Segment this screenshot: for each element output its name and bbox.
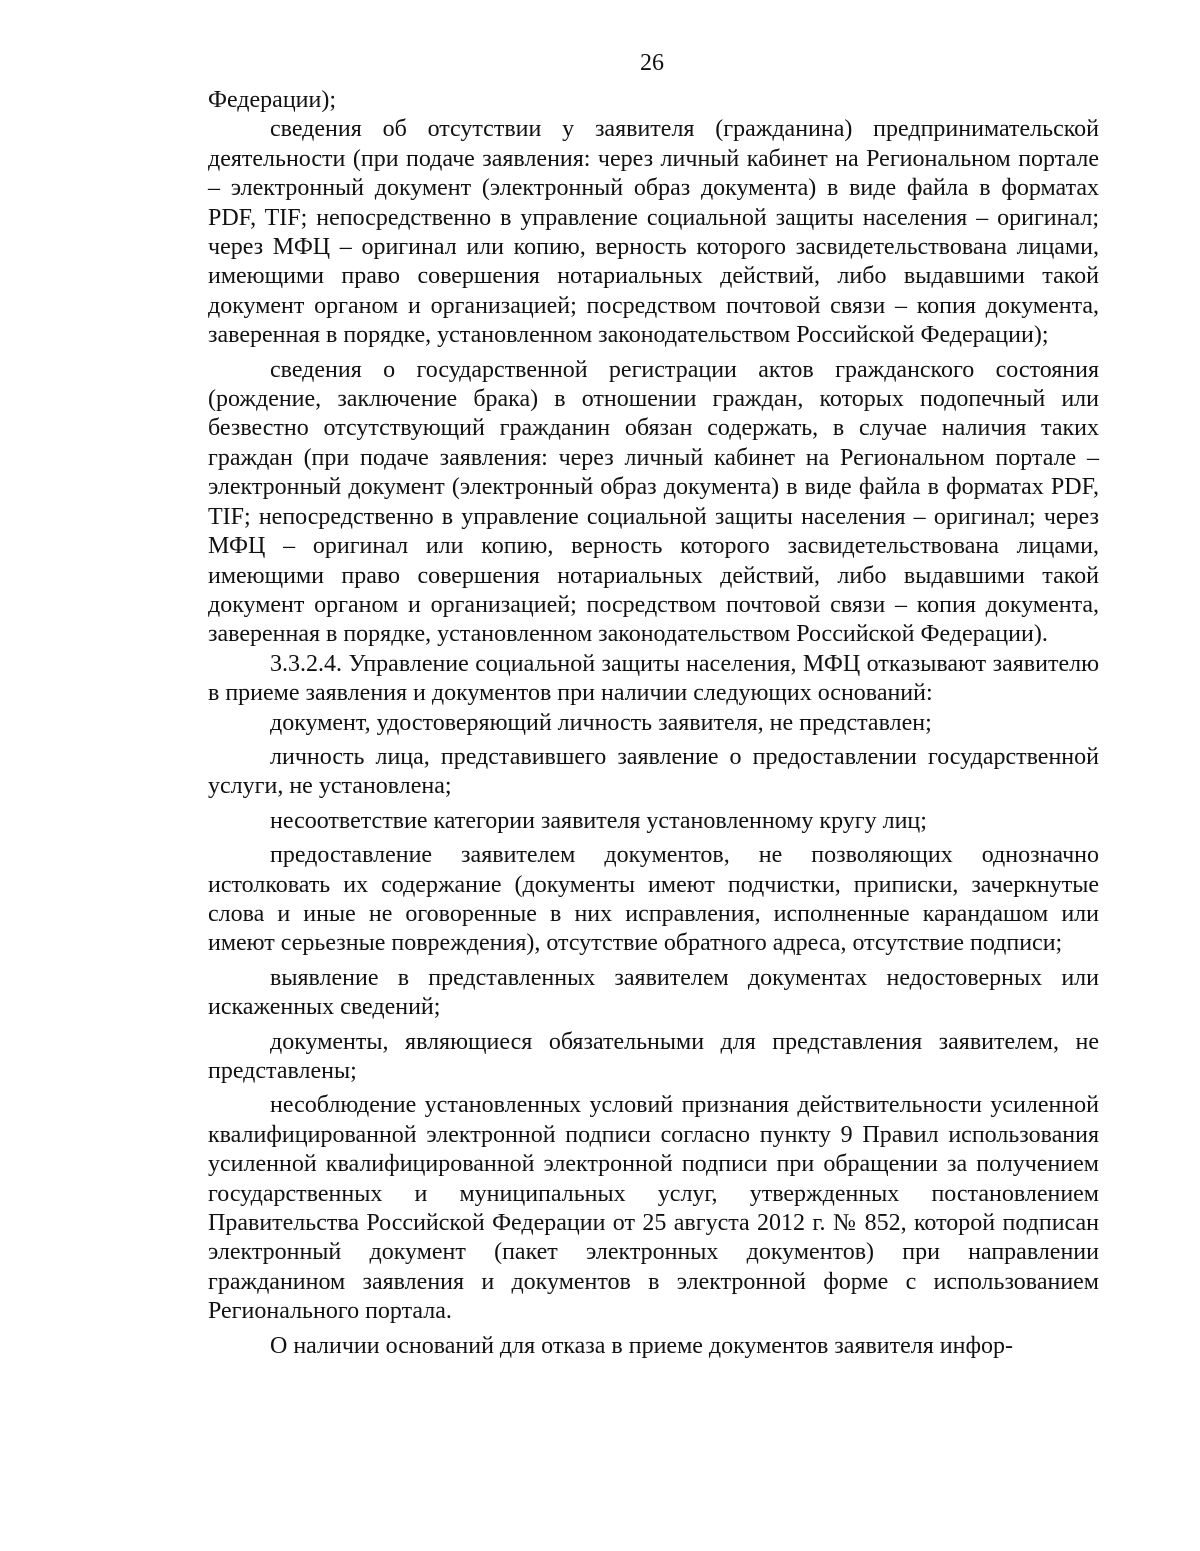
paragraph-false-information: выявление в представленных заявителем документах недостоверных или искаженных сведений; (208, 964, 1099, 1021)
paragraph-continuation: Федерации); (208, 87, 337, 113)
paragraph-civil-registration-info: сведения о государственной регистрации актов гражданского состояния (рождение, заключение брака) в отношении граждан, которых подопечный или безвестно отсутствующий гражданин обязан содержать, в случае наличия таких граждан (при подаче заявления: через личный кабинет на Региональном портале – электронный документ (электронный образ документа) в виде файла в форматах PDF, TIF; непосредственно в управление социальной защиты населения – оригинал; через МФЦ – оригинал или копию, верность которого засвидетельствована лицами, имеющими право совершения нотариальных действий, либо выдавшими такой документ органом и организацией; посредством почтовой связи – копия документа, заверенная в порядке, установленном законодательством Российской Федерации). (208, 356, 1099, 648)
paragraph-entrepreneurship-info: сведения об отсутствии у заявителя (гражданина) предпринимательской деятельности (при подаче заявления: через личный кабинет на Региональном портале – электронный документ (электронный образ документа) в виде файла в форматах PDF, TIF; непосредственно в управление социальной защиты населения – оригинал; через МФЦ – оригинал или копию, верность которого засвидетельствована лицами, имеющими право совершения нотариальных действий, либо выдавшими такой документ органом и организацией; посредством почтовой связи – копия документа, заверенная в порядке, установленном законодательством Российской Федерации); (208, 116, 1099, 349)
paragraph-section-3-3-2-4: 3.3.2.4. Управление социальной защиты населения, МФЦ отказывают заявителю в приеме заявления и документов при наличии следующих оснований: (208, 650, 1099, 707)
paragraph-electronic-signature: несоблюдение установленных условий признания действительности усиленной квалифицированной электронной подписи согласно пункту 9 Правил использования усиленной квалифицированной электронной подписи при обращении за получением государственных и муниципальных услуг, утвержденных постановлением Правительства Российской Федерации от 25 августа 2012 г. № 852, которой подписан электронный документ (пакет электронных документов) при направлении гражданином заявления и документов в электронной форме с использованием Регионального портала. (208, 1092, 1099, 1325)
page-number: 26 (640, 50, 664, 76)
paragraph-identity-not-established: личность лица, представившего заявление о предоставлении государственной услуги, не установлена; (208, 743, 1099, 800)
paragraph-identity-document: документ, удостоверяющий личность заявителя, не представлен; (270, 709, 932, 736)
paragraph-ambiguous-documents: предоставление заявителем документов, не позволяющих однозначно истолковать их содержание (документы имеют подчистки, приписки, зачеркнутые слова и иные не оговоренные в них исправления, исполненные карандашом или имеют серьезные повреждения), отсутствие обратного адреса, отсутствие подписи; (208, 842, 1099, 957)
paragraph-refusal-notice: О наличии оснований для отказа в приеме документов заявителя инфор- (270, 1332, 1014, 1359)
paragraph-documents-missing: документы, являющиеся обязательными для представления заявителем, не представлены; (208, 1028, 1099, 1084)
paragraph-category-mismatch: несоответствие категории заявителя установленному кругу лиц; (270, 807, 927, 834)
document-body (208, 86, 1099, 1361)
